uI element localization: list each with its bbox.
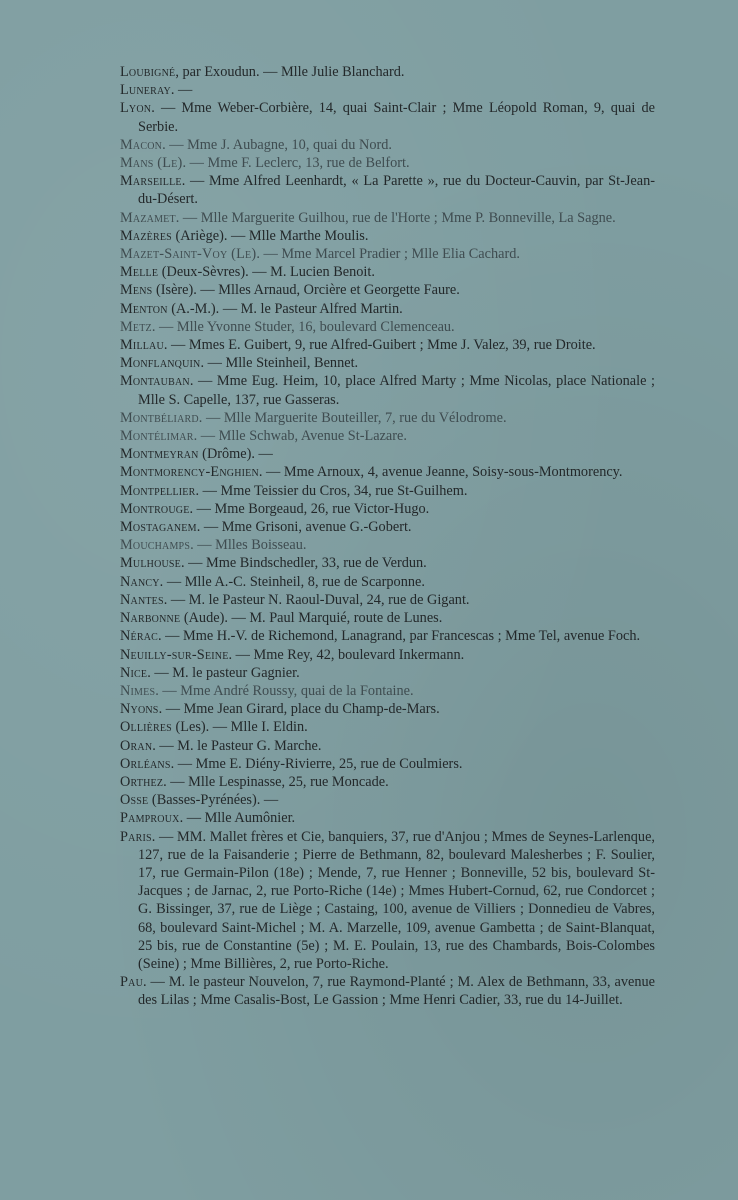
- place-name: Macon: [120, 136, 163, 153]
- entry-melle: [120, 263, 655, 281]
- place-name: Nice: [120, 664, 148, 681]
- entry-text: (Drôme). —: [198, 446, 273, 463]
- place-name: Nantes: [120, 591, 164, 608]
- entry-text: (Les). — Mlle I. Eldin.: [171, 719, 308, 736]
- place-name: Mulhouse: [120, 555, 181, 572]
- entry-text: (Isère). — Mlles Arnaud, Orcière et Georgette Faure.: [152, 282, 460, 299]
- entry-montelimar: [120, 427, 655, 445]
- entry-mouchamps: [120, 536, 655, 554]
- place-name: Mazamet: [120, 209, 176, 226]
- place-name: Mouchamps: [120, 537, 191, 554]
- entry-text: . — Mmes E. Guibert, 9, rue Alfred-Guibert ; Mme J. Valez, 39, rue Droite.: [163, 337, 596, 354]
- entry-mens: [120, 281, 655, 299]
- place-name: Oran: [120, 737, 153, 754]
- entry-text: . — Mlle Marguerite Bouteiller, 7, rue du Vélodrome.: [198, 409, 507, 426]
- entry-text: . — Mme André Roussy, quai de la Fontaine.: [155, 682, 414, 699]
- entry-text: . — Mme E. Diény-Rivierre, 25, rue de Coulmiers.: [170, 755, 463, 772]
- place-name: Nyons: [120, 701, 159, 718]
- entry-text: . — Mme J. Aubagne, 10, quai du Nord.: [162, 136, 392, 153]
- entry-text: . — Mme Borgeaud, 26, rue Victor-Hugo.: [189, 500, 430, 517]
- entry-oran: [120, 737, 655, 755]
- place-name: Mostaganem: [120, 519, 197, 536]
- entry-paris: [120, 828, 655, 974]
- entry-monflanquin: [120, 354, 655, 372]
- place-name: Neuilly-sur-Seine: [120, 646, 229, 663]
- place-name: Paris: [120, 828, 152, 845]
- entry-text: . — Mme Alfred Leenhardt, « La Parette », rue du Docteur-Cauvin, par St-Jean-du-Désert.: [138, 173, 655, 208]
- entry-neuilly-sur-seine: [120, 646, 655, 664]
- entry-text: . — Mme Eug. Heim, 10, place Alfred Marty ; Mme Nicolas, place Nationale ; Mlle S. Capelle, 137, rue Gasseras.: [138, 373, 655, 408]
- place-name: Menton: [120, 300, 168, 317]
- entry-montauban: [120, 372, 655, 408]
- place-name: Osse: [120, 792, 149, 809]
- place-name: Montpellier: [120, 482, 196, 499]
- entry-text: . — M. le Pasteur G. Marche.: [152, 737, 322, 754]
- place-name: Orléans: [120, 755, 171, 772]
- place-name: Mazet-Saint-Voy (Le): [120, 246, 257, 263]
- entry-text: . — Mlle Lespinasse, 25, rue Moncade.: [163, 773, 389, 790]
- entry-text: . — M. le pasteur Nouvelon, 7, rue Raymond-Planté ; M. Alex de Bethmann, 33, avenue des Lilas ; Mme Casalis-Bost, Le Gassion ; Mme Henri Cadier, 33, rue du 14-Juillet.: [138, 974, 655, 1009]
- place-name: Montmeyran: [120, 446, 199, 463]
- entry-nerac: [120, 627, 655, 645]
- entry-menton: [120, 300, 655, 318]
- entry-text: . — M. le Pasteur N. Raoul-Duval, 24, rue de Gigant.: [163, 591, 470, 608]
- entry-ollieres: [120, 718, 655, 736]
- place-name: Orthez: [120, 773, 164, 790]
- place-name: Nérac: [120, 628, 158, 645]
- entry-nimes: [120, 682, 655, 700]
- entry-millau: [120, 336, 655, 354]
- place-name: Melle: [120, 264, 159, 281]
- place-name: Loubigné: [120, 64, 176, 80]
- entry-mostaganem: [120, 518, 655, 536]
- entry-mazeres: [120, 227, 655, 245]
- place-name: Montbéliard: [120, 409, 199, 426]
- entry-text: . — Mlle Steinheil, Bennet.: [200, 355, 359, 372]
- place-name: Mazères: [120, 227, 172, 244]
- entry-text: . —: [170, 82, 193, 99]
- entry-text: . — Mme Teissier du Cros, 34, rue St-Guilhem.: [195, 482, 468, 499]
- entry-mazet-saint-voy: [120, 245, 655, 263]
- entry-text: . — M. le pasteur Gagnier.: [147, 664, 300, 681]
- entry-pau: [120, 973, 655, 1009]
- entry-text: . — MM. Mallet frères et Cie, banquiers, 37, rue d'Anjou ; Mmes de Seynes-Larlenque, 127, rue de la Faisanderie ; Pierre de Bethmann, 82, boulevard Malesherbes ; F. Soulier, 17, rue Germain-Pilon (18e) ; Mende, 7, rue Henner ; Bonneville, 52 bis, boulevard St-Jacques ; de Jarnac, 2, rue Porto-Riche (14e) ; Mmes Hubert-Cornud, 62, rue Condorcet ; G. Bissinger, 37, rue de Liège ; Castaing, 100, avenue de Villiers ; Donnedieu de Vabres, 68, boulevard Saint-Michel ; M. A. Marzelle, 109, avenue Gambetta ; de Saint-Blanquat, 25 bis, rue de Constantine (5e) ; M. E. Poulain, 13, rue des Chambards, Bois-Colombes (Seine) ; Mme Billières, 2, rue Porto-Riche.: [138, 828, 655, 972]
- entry-text: . — Mlle Yvonne Studer, 16, boulevard Clemenceau.: [151, 318, 455, 335]
- entry-text: . — Mme H.-V. de Richemond, Lanagrand, par Francescas ; Mme Tel, avenue Foch.: [158, 628, 641, 645]
- entry-montmorency-enghien: [120, 463, 655, 481]
- entry-mans: [120, 154, 655, 172]
- entry-orleans: [120, 755, 655, 773]
- place-name: Montmorency-Enghien: [120, 464, 259, 481]
- entry-mazamet: [120, 209, 655, 227]
- entry-text: . — Mme Rey, 42, boulevard Inkermann.: [228, 646, 465, 663]
- entry-nyons: [120, 700, 655, 718]
- entry-text: (Ariège). — Mlle Marthe Moulis.: [171, 227, 369, 244]
- place-name: Monflanquin: [120, 355, 201, 372]
- directory-page: [120, 63, 655, 1010]
- place-name: Millau: [120, 337, 164, 354]
- entry-text: . — Mlles Boisseau.: [190, 537, 307, 554]
- entry-text: (Aude). — M. Paul Marquié, route de Lunes.: [180, 610, 443, 627]
- entry-text: . — Mme Bindschedler, 33, rue de Verdun.: [180, 555, 427, 572]
- entry-metz: [120, 318, 655, 336]
- place-name: Montauban: [120, 373, 190, 390]
- place-name: Nimes: [120, 682, 156, 699]
- entry-nantes: [120, 591, 655, 609]
- place-name: Narbonne: [120, 610, 181, 627]
- entry-montmeyran: [120, 445, 655, 463]
- place-name: Marseille: [120, 173, 182, 190]
- entry-text: . — Mlle Aumônier.: [179, 810, 296, 827]
- entry-nice: [120, 664, 655, 682]
- entry-loubigne: [120, 63, 655, 81]
- place-name: Pamproux: [120, 810, 180, 827]
- entry-text: . — Mme Weber-Corbière, 14, quai Saint-Clair ; Mme Léopold Roman, 9, quai de Serbie.: [138, 100, 655, 135]
- entry-text: . — Mme Marcel Pradier ; Mlle Elia Cachard.: [256, 246, 520, 263]
- place-name: Montrouge: [120, 500, 190, 517]
- entry-pamproux: [120, 809, 655, 827]
- entry-macon: [120, 136, 655, 154]
- place-name: Nancy: [120, 573, 160, 590]
- entry-luneray: [120, 81, 655, 99]
- entry-text: . — Mme Jean Girard, place du Champ-de-Mars.: [158, 701, 440, 718]
- entry-text: (Basses-Pyrénées). —: [148, 792, 279, 809]
- entry-nancy: [120, 573, 655, 591]
- entry-orthez: [120, 773, 655, 791]
- entry-text: (A.-M.). — M. le Pasteur Alfred Martin.: [167, 300, 403, 317]
- entry-text: . — Mme Grisoni, avenue G.-Gobert.: [196, 519, 412, 536]
- entry-lyon: [120, 99, 655, 135]
- entry-montrouge: [120, 500, 655, 518]
- place-name: Mans (Le): [120, 155, 183, 172]
- entry-text: . — Mlle Schwab, Avenue St-Lazare.: [193, 428, 407, 445]
- place-name: Mens: [120, 282, 153, 299]
- place-name: Pau: [120, 974, 143, 991]
- place-name: Metz: [120, 318, 152, 335]
- entry-marseille: [120, 172, 655, 208]
- entry-narbonne: [120, 609, 655, 627]
- entry-text: (Deux-Sèvres). — M. Lucien Benoit.: [158, 264, 375, 281]
- entry-osse: [120, 791, 655, 809]
- place-name: Montélimar: [120, 428, 194, 445]
- entry-text: . — Mme Arnoux, 4, avenue Jeanne, Soisy-sous-Montmorency.: [258, 464, 623, 481]
- entry-mulhouse: [120, 554, 655, 572]
- place-name: Lyon: [120, 100, 152, 117]
- entry-montpellier: [120, 482, 655, 500]
- entry-montbeliard: [120, 409, 655, 427]
- place-name: Luneray: [120, 82, 171, 99]
- entry-text: . — Mlle A.-C. Steinheil, 8, rue de Scarponne.: [159, 573, 425, 590]
- entry-text: , par Exoudun. — Mlle Julie Blanchard.: [175, 64, 405, 80]
- place-name: Ollières: [120, 719, 172, 736]
- entry-text: . — Mlle Marguerite Guilhou, rue de l'Horte ; Mme P. Bonneville, La Sagne.: [175, 209, 616, 226]
- entry-text: . — Mme F. Leclerc, 13, rue de Belfort.: [182, 155, 410, 172]
